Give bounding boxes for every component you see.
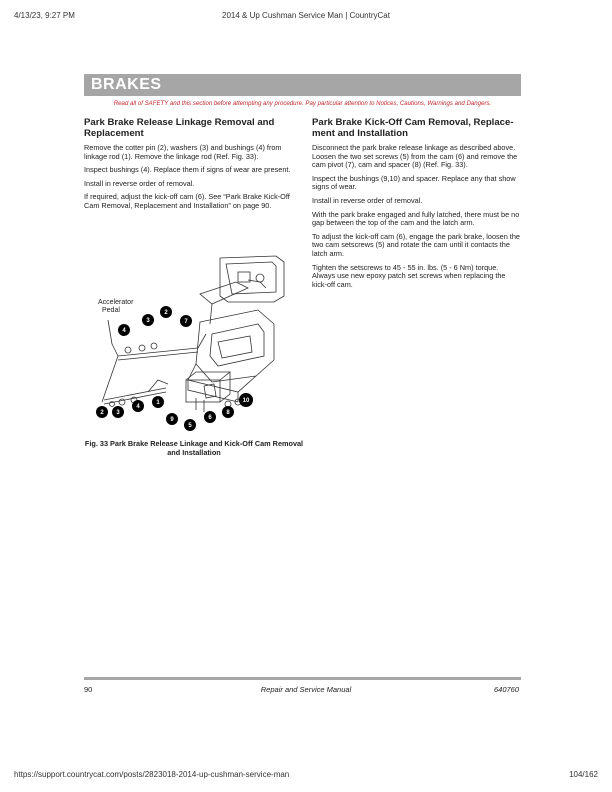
svg-text:4: 4 xyxy=(136,404,140,410)
callout-7 xyxy=(180,315,192,327)
browser-page-count: 104/162 xyxy=(569,770,598,779)
callout-5 xyxy=(184,419,196,431)
left-paragraph: If required, adjust the kick-off cam (6). See “Park Brake Kick-Off Cam Removal, Replacement and Installation” on page 90. xyxy=(84,192,290,210)
callout-10 xyxy=(239,393,253,407)
right-paragraph: With the park brake engaged and fully latched, there must be no gap between the top of the cam and the latch arm. xyxy=(312,209,520,228)
accelerator-pedal-label: Accelerator xyxy=(98,299,134,306)
svg-text:1: 1 xyxy=(156,400,160,406)
callout-4 xyxy=(118,324,130,336)
brake-linkage-figure xyxy=(88,252,298,437)
footer-page-number: 90 xyxy=(84,685,93,694)
svg-text:8: 8 xyxy=(226,410,230,416)
svg-text:6: 6 xyxy=(208,415,212,421)
callout-2 xyxy=(160,306,172,318)
svg-text:4: 4 xyxy=(122,328,126,334)
right-paragraph: Disconnect the park brake release linkage as described above. Loosen the two set screws (5) from the cam (6) and remove the cam pivot (7), cam and spacer (8) (Ref. Fig. 33). xyxy=(312,143,518,170)
right-paragraph: Tighten the setscrews to 45 - 55 in. lbs. (5 - 6 Nm) torque. Always use new epoxy patch set screws when replacing the kick-off cam. xyxy=(312,262,506,289)
callout-4 xyxy=(132,400,144,412)
svg-text:9: 9 xyxy=(170,417,174,423)
left-column xyxy=(84,117,294,216)
callout-3 xyxy=(112,406,124,418)
svg-text:10: 10 xyxy=(242,398,250,404)
callout-3 xyxy=(142,314,154,326)
section-title: BRAKES xyxy=(91,76,162,93)
left-paragraph: Install in reverse order of removal. xyxy=(84,178,195,188)
browser-page-title: 2014 & Up Cushman Service Man | CountryCat xyxy=(222,11,390,20)
footer-rule xyxy=(84,677,521,680)
right-column xyxy=(312,117,522,294)
right-paragraph: Inspect the bushings (9,10) and spacer. Replace any that show signs of wear. xyxy=(312,173,516,192)
browser-url-link[interactable]: https://support.countrycat.com/posts/2823018-2014-up-cushman-service-man xyxy=(14,770,290,779)
figure-caption: Fig. 33 Park Brake Release Linkage and Kick-Off Cam Removal and Installation xyxy=(84,439,304,457)
safety-note: Read all of SAFETY and this section before attempting any procedure. Pay particular attention to Notices, Cautions, Warnings and Dangers. xyxy=(113,100,492,107)
linkage-drawing xyxy=(102,256,284,412)
right-paragraph: Install in reverse order of removal. xyxy=(312,195,423,205)
browser-datetime: 4/13/23, 9:27 PM xyxy=(14,11,75,20)
svg-text:3: 3 xyxy=(146,318,150,324)
right-paragraph: To adjust the kick-off cam (6), engage the park brake, loosen the two cam setscrews (5) and rotate the cam until it contacts the latch arm. xyxy=(312,231,520,258)
left-paragraph: Inspect bushings (4). Replace them if signs of wear are present. xyxy=(84,165,291,175)
footer-manual-title: Repair and Service Manual xyxy=(260,685,352,694)
callout-2 xyxy=(96,406,108,418)
left-paragraph: Remove the cotter pin (2), washers (3) and bushings (4) from linkage rod (1). Remove the linkage rod (Ref. Fig. 33). xyxy=(84,143,282,161)
svg-text:5: 5 xyxy=(188,423,192,429)
accelerator-pedal-label: Pedal xyxy=(102,307,120,314)
right-heading: Park Brake Kick-Off Cam Removal, Replace-ment and Installation xyxy=(312,117,514,139)
left-heading: Park Brake Release Linkage Removal and Replacement xyxy=(84,117,275,139)
callout-1 xyxy=(152,396,164,408)
footer-document-code: 640760 xyxy=(494,685,520,694)
callout-8 xyxy=(222,406,234,418)
callout-6 xyxy=(204,411,216,423)
svg-text:2: 2 xyxy=(100,410,104,416)
svg-text:2: 2 xyxy=(164,310,168,316)
svg-text:3: 3 xyxy=(116,410,120,416)
callout-9 xyxy=(166,413,178,425)
svg-text:7: 7 xyxy=(184,319,188,325)
section-header-bar xyxy=(84,74,521,96)
